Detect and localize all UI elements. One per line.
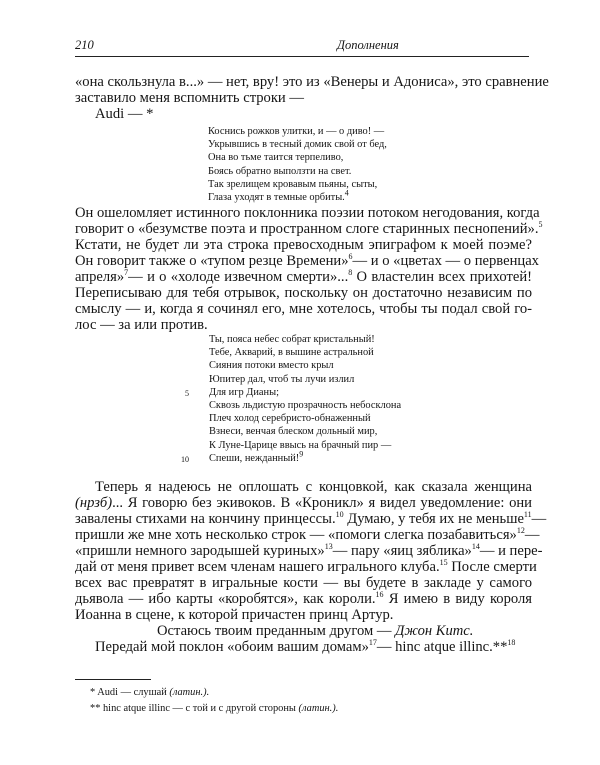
poem-text: Глаза уходят в темные орбиты. [208, 192, 345, 204]
signature-line [75, 623, 532, 639]
text-span: «пришли немного зародышей куриных» [75, 543, 325, 559]
text-span: Он говорит также о «тупом резце Времени» [75, 253, 349, 269]
text-span: О властелин всех прихотей! [352, 269, 532, 285]
text-span: Думаю, у тебя их не меньше [343, 511, 524, 527]
text-line: Он ошеломляет истинного поклонника поэзии потоком негодования, когда [75, 205, 540, 221]
text-line: Иоанна в сцене, к которой причастен принц Артур. [75, 607, 394, 623]
text-line [75, 269, 532, 285]
text-span: завалены стихами на кончину принцессы. [75, 511, 336, 527]
footnote-hinc [90, 702, 338, 716]
poem-text: Для игр Дианы; [209, 386, 279, 398]
italic-span: (нрзб) [75, 495, 113, 511]
poem-line: Юпитер дал, чтоб ты лучи излил [209, 373, 355, 385]
text-span: — [531, 511, 547, 527]
footnote-ref: 4 [344, 188, 349, 198]
text-span: — пару «яиц зяблика» [332, 543, 472, 559]
poem-line: Боясь обратно выползти на свет. [208, 165, 352, 177]
text-span: Я имею в виду короля [383, 591, 532, 607]
footnote-ref: 17 [368, 638, 377, 648]
text-line [75, 526, 540, 543]
footnote-ref: 16 [375, 590, 384, 600]
footnote-ref: 5 [538, 220, 543, 230]
footnote-ref: 9 [299, 449, 304, 459]
footnote-ref: 14 [471, 542, 480, 552]
poem-aquarius [181, 333, 402, 465]
footnote-lang: (латин.). [298, 703, 339, 714]
text-line [75, 591, 532, 607]
signature-name: Джон Китс. [395, 623, 474, 639]
poem-line: Плеч холод серебристо-обнаженный [209, 413, 371, 425]
page-header [75, 38, 529, 57]
poem-line: Укрывшись в тесный домик свой от бед, [208, 139, 387, 151]
footnote-ref: 10 [335, 510, 344, 520]
text-line: заставило меня вспомнить строки — [75, 90, 304, 106]
poem-text: Спеши, нежданный! [209, 452, 300, 464]
poem-line [185, 386, 401, 399]
text-span: После смерти [447, 559, 537, 575]
text-span: Остаюсь твоим преданным другом — [157, 623, 396, 639]
poem-line: Она во тьме таится терпеливо, [208, 152, 344, 164]
footnote-divider [75, 679, 151, 680]
text-line: всех вас превратят в игральные кости — вы будете в закладе у самого [75, 575, 532, 591]
footnote-ref: 11 [523, 510, 532, 520]
footnote-audi [90, 686, 209, 700]
line-number: 10 [181, 454, 189, 464]
poem-line: Тебе, Акварий, в вышине астральной [209, 347, 374, 359]
text-span: — [524, 527, 540, 543]
footnote-text: ** hinc atque illinc — с той и с другой стороны [90, 703, 299, 714]
text-line: Переписываю для тебя отрывок, поскольку он достаточно независим по [75, 285, 532, 301]
text-span: говорит о «безумстве поэта и пространном слоге старинных песнопений». [75, 221, 539, 237]
paragraph-closing [75, 479, 547, 655]
line-number: 5 [185, 388, 189, 398]
text-span: пришли же мне хоть несколько строк — «помоги слегка позабавиться» [75, 527, 517, 543]
text-line: Теперь я надеюсь не оплошать с концовкой, как сказала женщина [95, 479, 532, 495]
text-line [75, 558, 537, 575]
paragraph-critique [75, 205, 543, 333]
text-line [75, 542, 543, 559]
footnote-ref: 6 [348, 252, 353, 262]
text-span: апреля» [75, 269, 125, 285]
poem-line: Так зрелищем кровавым пьяны, сыты, [208, 178, 378, 190]
page-number: 210 [75, 38, 94, 52]
poem-line [181, 449, 401, 465]
footnote-text: * Audi — слушай [90, 687, 170, 698]
poem-snail [208, 125, 387, 204]
footnote-ref: 8 [348, 268, 353, 278]
text-line [75, 495, 532, 511]
text-span: ... Я говорю без экивоков. В «Кроникл» я видел уведомление: они [112, 495, 532, 511]
text-span: — и пере- [479, 543, 543, 559]
footnote-ref: 18 [507, 638, 516, 648]
footnote-ref: 13 [324, 542, 333, 552]
text-line: лос — за или против. [75, 317, 208, 333]
footnote-ref: 15 [439, 558, 448, 568]
text-span: — и о «цветах — о первенцах [352, 253, 539, 269]
text-line [75, 639, 532, 655]
text-span: Передай мой поклон «обоим вашим домам» [95, 639, 369, 655]
footnote-ref: 12 [516, 526, 525, 536]
text-line: Audi — * [95, 106, 154, 122]
text-line [75, 510, 547, 527]
section-title: Дополнения [337, 38, 399, 52]
text-line: Кстати, не будет ли эта строка превосходным эпиграфом к моей поэме? [75, 237, 532, 253]
footnote-lang: (латин.). [169, 687, 210, 698]
poem-line [208, 188, 387, 204]
text-span: — hinc atque illinc.** [376, 639, 508, 655]
poem-line: Сквозь льдистую прозрачность небосклона [209, 400, 402, 412]
text-span: дай от меня привет всем членам нашего игрального клуба. [75, 559, 440, 575]
text-span: — и о «холоде извечном смерти»... [128, 269, 349, 285]
poem-line: Взнеси, венчая блеском дольный мир, [209, 426, 378, 438]
text-line: «она скользнула в...» — нет, вру! это из «Венеры и Адониса», это сравнение [75, 74, 549, 90]
poem-line: К Луне-Царице ввысь на брачный пир — [209, 439, 392, 451]
poem-line: Сияния потоки вместо крыл [209, 360, 334, 372]
poem-line: Коснись рожков улитки, и — о диво! — [208, 126, 385, 137]
text-line: смыслу — и, когда я сочинял его, мне хотелось, чтобы ты подал свой го- [75, 301, 532, 317]
text-line [75, 220, 543, 237]
poem-line: Ты, пояса небес собрат кристальный! [209, 334, 375, 345]
footnote-ref: 7 [124, 268, 129, 278]
text-line [75, 252, 539, 269]
paragraph-intro [75, 74, 549, 122]
text-span: дьявола — ибо карты «коробятся», как короли. [75, 591, 376, 607]
